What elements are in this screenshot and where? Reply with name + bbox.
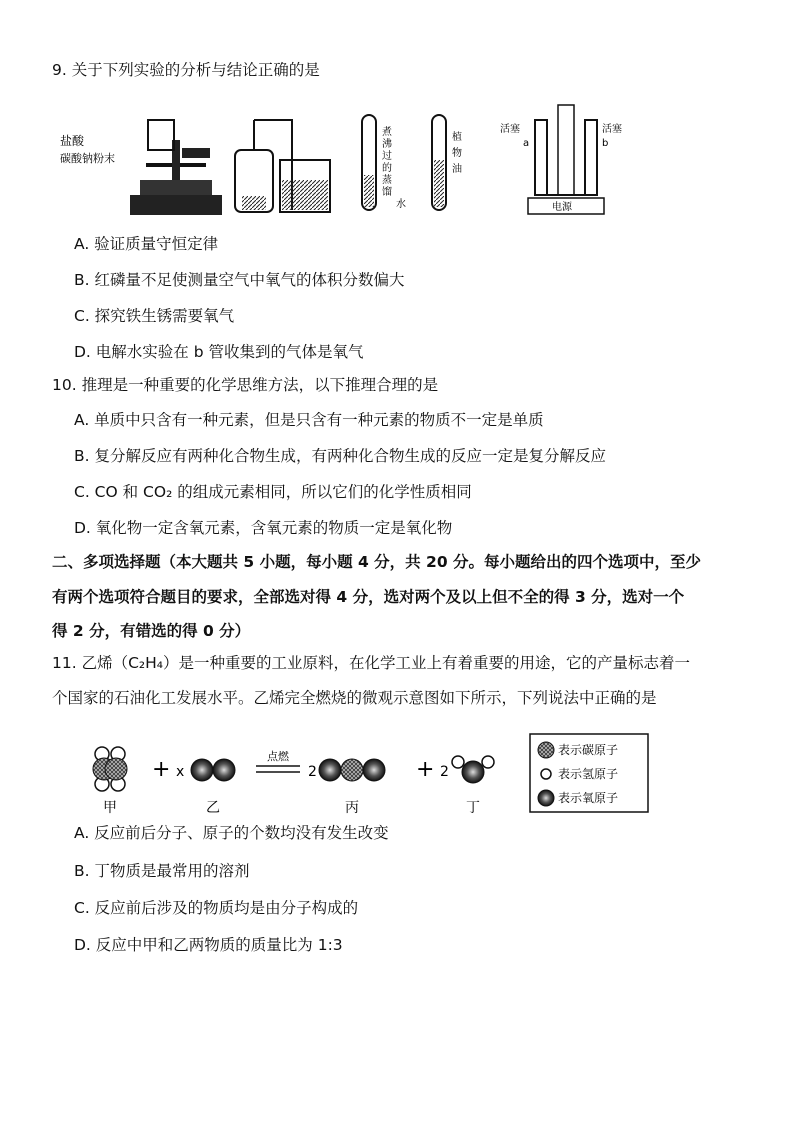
phosphorus-apparatus [235, 120, 330, 212]
q11-option-b: B. 丁物质是最常用的溶剂 [74, 862, 250, 880]
valve-left-label: 活塞 [500, 124, 520, 135]
q11-option-d: D. 反应中甲和乙两物质的质量比为 1:3 [74, 936, 343, 954]
section2-line2: 有两个选项符合题目的要求，全部选对得 4 分，选对两个及以上但不全的得 3 分，选对一个 [52, 588, 685, 606]
rust-test-tubes [362, 115, 462, 210]
q11-stem-line1: 11. 乙烯（C₂H₄）是一种重要的工业原料，在化学工业上有着重要的用途，它的产量标志着一 [52, 654, 690, 672]
q11-reaction-diagram [80, 732, 740, 822]
q9-option-b: B. 红磷量不足使测量空气中氧气的体积分数偏大 [74, 271, 405, 289]
valve-right-label: 活塞 [602, 124, 622, 135]
na2co3-label: 碳酸钠粉末 [60, 152, 115, 165]
water-label: 水 [396, 199, 406, 210]
legend-hydrogen: 表示氢原子 [558, 767, 619, 781]
q9-option-c: C. 探究铁生锈需要氧气 [74, 307, 235, 325]
q9-option-a: A. 验证质量守恒定律 [74, 235, 219, 253]
coef-x: x [176, 764, 185, 780]
q10-stem: 10. 推理是一种重要的化学思维方法，以下推理合理的是 [52, 376, 439, 394]
tube-b-label: b [602, 138, 609, 149]
label-bing: 丙 [345, 800, 359, 816]
electrolysis-apparatus [500, 105, 622, 214]
legend-oxygen: 表示氧原子 [558, 791, 619, 805]
label-jia: 甲 [103, 800, 117, 816]
section2-line3: 得 2 分，有错选的得 0 分） [52, 622, 251, 640]
tube-a-label: a [523, 138, 530, 149]
oil-label-3: 油 [452, 164, 462, 175]
plus-sign-1: + [152, 757, 171, 782]
coef-2b: 2 [440, 764, 449, 780]
q9-stem: 9. 关于下列实验的分析与结论正确的是 [52, 61, 320, 79]
molecule-ding [452, 756, 494, 783]
label-yi: 乙 [206, 800, 220, 816]
molecule-jia [93, 747, 127, 791]
q10-option-a: A. 单质中只含有一种元素，但是只含有一种元素的物质不一定是单质 [74, 411, 544, 429]
boiled-water-3: 过 [382, 151, 392, 162]
boiled-water-2: 沸 [382, 139, 392, 150]
legend-box [530, 734, 648, 812]
label-ding: 丁 [466, 800, 480, 816]
oil-label-2: 物 [452, 148, 462, 159]
q10-option-c: C. CO 和 CO₂ 的组成元素相同，所以它们的化学性质相同 [74, 483, 472, 501]
legend-carbon: 表示碳原子 [558, 743, 619, 757]
boiled-water-4: 的 [382, 163, 392, 174]
hcl-label: 盐酸 [60, 134, 85, 148]
molecule-yi [191, 759, 235, 781]
boiled-water-1: 煮 [382, 127, 392, 138]
q10-option-d: D. 氧化物一定含氧元素，含氧元素的物质一定是氧化物 [74, 519, 453, 537]
section2-line1: 二、多项选择题（本大题共 5 小题，每小题 4 分，共 20 分。每小题给出的四个选项中，至少 [52, 553, 702, 571]
q11-stem-line2: 个国家的石油化工发展水平。乙烯完全燃烧的微观示意图如下所示，下列说法中正确的是 [52, 689, 657, 707]
q11-option-a: A. 反应前后分子、原子的个数均没有发生改变 [74, 824, 389, 842]
boiled-water-6: 馏 [382, 187, 392, 198]
plus-sign-2: + [416, 757, 435, 782]
coef-2a: 2 [308, 764, 317, 780]
oil-label-1: 植 [452, 132, 462, 143]
q9-option-d: D. 电解水实验在 b 管收集到的气体是氧气 [74, 343, 364, 361]
boiled-water-5: 蒸 [382, 175, 392, 186]
molecule-bing [319, 759, 385, 781]
q11-option-c: C. 反应前后涉及的物质均是由分子构成的 [74, 899, 359, 917]
condition-label: 点燃 [267, 750, 289, 763]
balance-apparatus [60, 120, 222, 215]
power-label: 电源 [552, 202, 572, 213]
q10-option-b: B. 复分解反应有两种化合物生成，有两种化合物生成的反应一定是复分解反应 [74, 447, 606, 465]
q9-figure [60, 100, 640, 230]
